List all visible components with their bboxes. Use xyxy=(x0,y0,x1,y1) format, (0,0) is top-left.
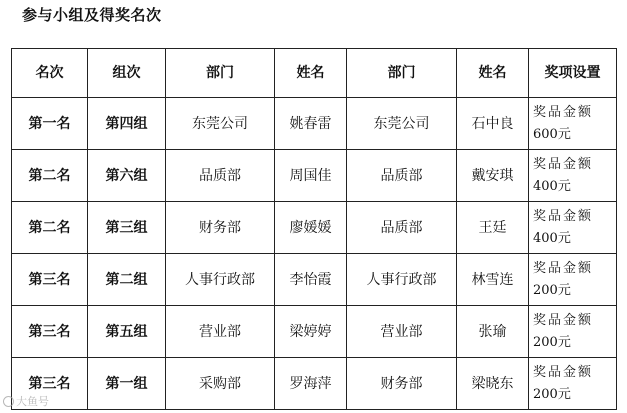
name-cell: 周国佳 xyxy=(275,150,347,202)
header-name-1: 姓名 xyxy=(275,49,347,98)
prize-label: 奖品金额 xyxy=(533,312,594,328)
name-cell: 梁晓东 xyxy=(457,358,529,410)
name-cell: 王廷 xyxy=(457,202,529,254)
rank-cell: 第一名 xyxy=(12,98,88,150)
header-group: 组次 xyxy=(88,49,166,98)
table-row xyxy=(12,254,617,306)
prize-amount: 200元 xyxy=(533,282,571,298)
rank-cell: 第三名 xyxy=(12,358,88,410)
rank-cell: 第二名 xyxy=(12,150,88,202)
prize-amount: 600元 xyxy=(533,126,571,142)
prize-label: 奖品金额 xyxy=(533,364,594,380)
department-cell: 财务部 xyxy=(347,358,457,410)
table-header-row xyxy=(12,49,617,98)
department-cell: 营业部 xyxy=(166,306,275,358)
prize-cell xyxy=(529,98,617,150)
group-cell: 第三组 xyxy=(88,202,166,254)
group-cell: 第四组 xyxy=(88,98,166,150)
group-cell: 第一组 xyxy=(88,358,166,410)
header-department-1: 部门 xyxy=(166,49,275,98)
header-name-2: 姓名 xyxy=(457,49,529,98)
prize-amount: 200元 xyxy=(533,386,571,402)
name-cell: 戴安琪 xyxy=(457,150,529,202)
group-cell: 第五组 xyxy=(88,306,166,358)
table-row xyxy=(12,202,617,254)
name-cell: 张瑜 xyxy=(457,306,529,358)
group-cell: 第二组 xyxy=(88,254,166,306)
name-cell: 石中良 xyxy=(457,98,529,150)
department-cell: 品质部 xyxy=(347,150,457,202)
name-cell: 姚春雷 xyxy=(275,98,347,150)
prize-label: 奖品金额 xyxy=(533,208,594,224)
name-cell: 廖媛媛 xyxy=(275,202,347,254)
table-row xyxy=(12,358,617,410)
department-cell: 人事行政部 xyxy=(347,254,457,306)
name-cell: 梁婷婷 xyxy=(275,306,347,358)
name-cell: 李怡霞 xyxy=(275,254,347,306)
department-cell: 财务部 xyxy=(166,202,275,254)
prize-amount: 400元 xyxy=(533,230,571,246)
prize-cell xyxy=(529,202,617,254)
department-cell: 人事行政部 xyxy=(166,254,275,306)
group-cell: 第六组 xyxy=(88,150,166,202)
department-cell: 营业部 xyxy=(347,306,457,358)
award-table xyxy=(11,48,617,410)
department-cell: 东莞公司 xyxy=(347,98,457,150)
prize-amount: 200元 xyxy=(533,334,571,350)
department-cell: 品质部 xyxy=(166,150,275,202)
prize-cell xyxy=(529,306,617,358)
watermark-text: 大鱼号 xyxy=(16,395,49,408)
prize-label: 奖品金额 xyxy=(533,260,594,276)
prize-label: 奖品金额 xyxy=(533,156,594,172)
prize-cell xyxy=(529,150,617,202)
watermark-logo-icon xyxy=(3,396,14,407)
prize-label: 奖品金额 xyxy=(533,104,594,120)
document-title: 参与小组及得奖名次 xyxy=(22,6,162,24)
table-row xyxy=(12,98,617,150)
table-row xyxy=(12,306,617,358)
department-cell: 东莞公司 xyxy=(166,98,275,150)
name-cell: 罗海萍 xyxy=(275,358,347,410)
department-cell: 品质部 xyxy=(347,202,457,254)
rank-cell: 第二名 xyxy=(12,202,88,254)
header-rank: 名次 xyxy=(12,49,88,98)
rank-cell: 第三名 xyxy=(12,254,88,306)
header-department-2: 部门 xyxy=(347,49,457,98)
watermark xyxy=(3,393,49,409)
prize-cell xyxy=(529,254,617,306)
department-cell: 采购部 xyxy=(166,358,275,410)
table-row xyxy=(12,150,617,202)
prize-cell xyxy=(529,358,617,410)
rank-cell: 第三名 xyxy=(12,306,88,358)
name-cell: 林雪连 xyxy=(457,254,529,306)
prize-amount: 400元 xyxy=(533,178,571,194)
header-prize: 奖项设置 xyxy=(529,49,617,98)
